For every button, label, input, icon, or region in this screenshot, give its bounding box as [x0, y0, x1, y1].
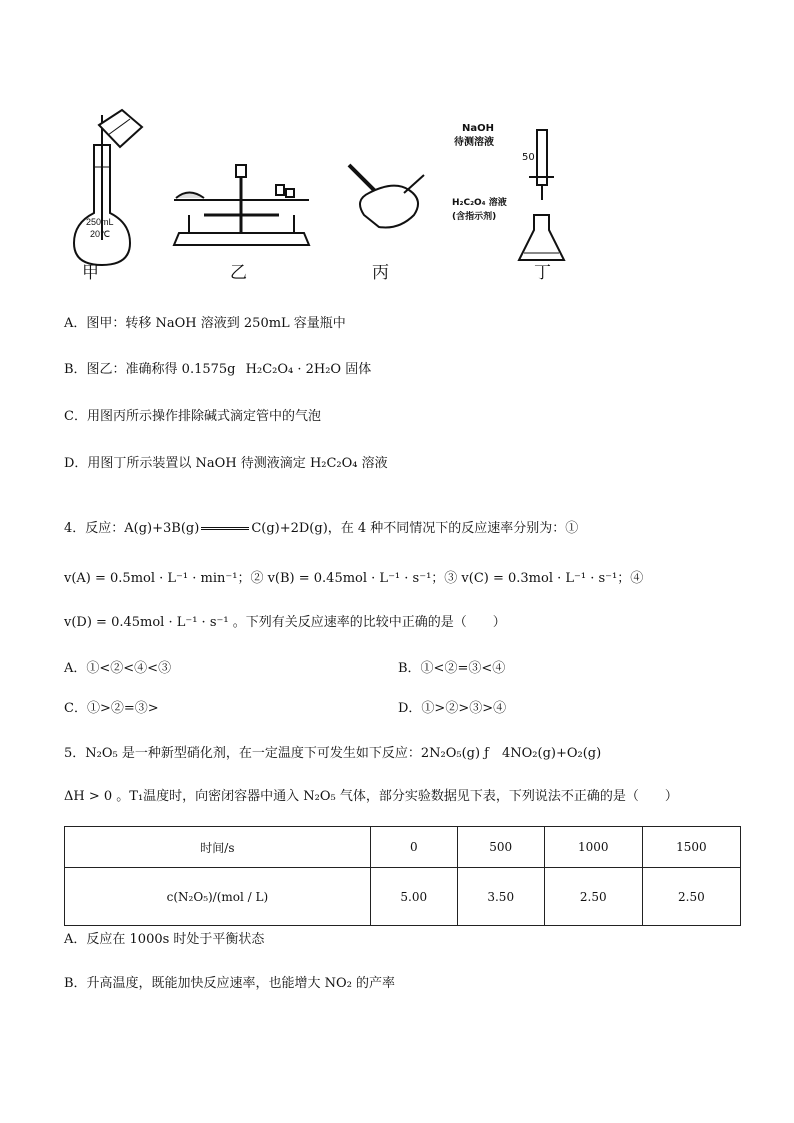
table-header-cell: 0 [370, 827, 457, 868]
q4-option-a: A．①<②<④<③ [64, 661, 172, 676]
q5-stem-line-1: 5．N₂O₅ 是一种新型硝化剂，在一定温度下可发生如下反应：2N₂O₅(g) ƒ 4NO₂(g)+O₂(g) [64, 746, 602, 761]
flask-temp-text: 20℃ [90, 229, 111, 239]
figure-label-yi: 乙 [230, 263, 247, 283]
figure-label-bing: 丙 [372, 263, 389, 283]
q4-stem [64, 517, 578, 536]
table-cell: 2.50 [544, 868, 642, 926]
equilibrium-sign [201, 527, 249, 530]
q3-option-d: D．用图丁所示装置以 NaOH 待测液滴定 H₂C₂O₄ 溶液 [64, 456, 388, 471]
volumetric-flask-figure [74, 110, 142, 265]
hand-burette-figure [349, 165, 424, 228]
q5-option-a: A．反应在 1000s 时处于平衡状态 [64, 932, 265, 947]
q4-stem-prefix: 4．反应：A(g)+3B(g) [64, 521, 200, 536]
q5-data-table [64, 826, 741, 926]
q5-stem-line-2: ΔH > 0 。T₁温度时，向密闭容器中通入 N₂O₅ 气体，部分实验数据见下表，下列说法不正确的是（ ） [64, 789, 678, 804]
q3-option-b-prefix: B．图乙：准确称得 0.1575g [64, 362, 236, 377]
table-row-label: c(N₂O₅)/(mol / L) [65, 868, 371, 926]
q3-option-b-formula: H₂C₂O₄ · 2H₂O 固体 [245, 362, 372, 377]
q4-option-c: C．①>②=③> [64, 701, 159, 716]
apparatus-figures [64, 105, 584, 285]
q4-stem-suffix: C(g)+2D(g)，在 4 种不同情况下的反应速率分别为：① [251, 521, 579, 536]
q4-rates-line: v(A) = 0.5mol · L⁻¹ · min⁻¹；② v(B) = 0.45mol · L⁻¹ · s⁻¹；③ v(C) = 0.3mol · L⁻¹ · s⁻¹；④ [64, 571, 644, 586]
figure-label-jia: 甲 [82, 263, 99, 283]
q4-option-b: B．①<②=③<④ [398, 661, 506, 676]
figure-label-ding: 丁 [534, 263, 551, 283]
table-row [65, 868, 741, 926]
table-header-cell: 1500 [642, 827, 740, 868]
flask-label-2: (含指示剂) [452, 212, 497, 222]
titration-figure [519, 130, 564, 260]
burette-label-2: 待测溶液 [454, 137, 494, 148]
table-header-cell: 1000 [544, 827, 642, 868]
q4-option-d: D．①>②>③>④ [398, 701, 507, 716]
table-cell: 2.50 [642, 868, 740, 926]
table-cell: 5.00 [370, 868, 457, 926]
table-header-row [65, 827, 741, 868]
balance-figure [174, 165, 309, 245]
q3-option-b [64, 358, 371, 377]
table-header-cell: 时间/s [65, 827, 371, 868]
q3-option-c: C．用图丙所示操作排除碱式滴定管中的气泡 [64, 409, 321, 424]
flask-label-1: H₂C₂O₄ 溶液 [452, 198, 507, 208]
q4-rates-line-2: v(D) = 0.45mol · L⁻¹ · s⁻¹ 。下列有关反应速率的比较中正确的是（ ） [64, 615, 506, 630]
flask-volume-text: 250mL [86, 217, 114, 227]
q5-option-b: B．升高温度，既能加快反应速率，也能增大 NO₂ 的产率 [64, 976, 396, 991]
table-header-cell: 500 [457, 827, 544, 868]
burette-label-1: NaOH [462, 123, 494, 134]
burette-mark: 50 [522, 152, 535, 163]
table-cell: 3.50 [457, 868, 544, 926]
q3-option-a: A．图甲：转移 NaOH 溶液到 250mL 容量瓶中 [64, 316, 346, 331]
